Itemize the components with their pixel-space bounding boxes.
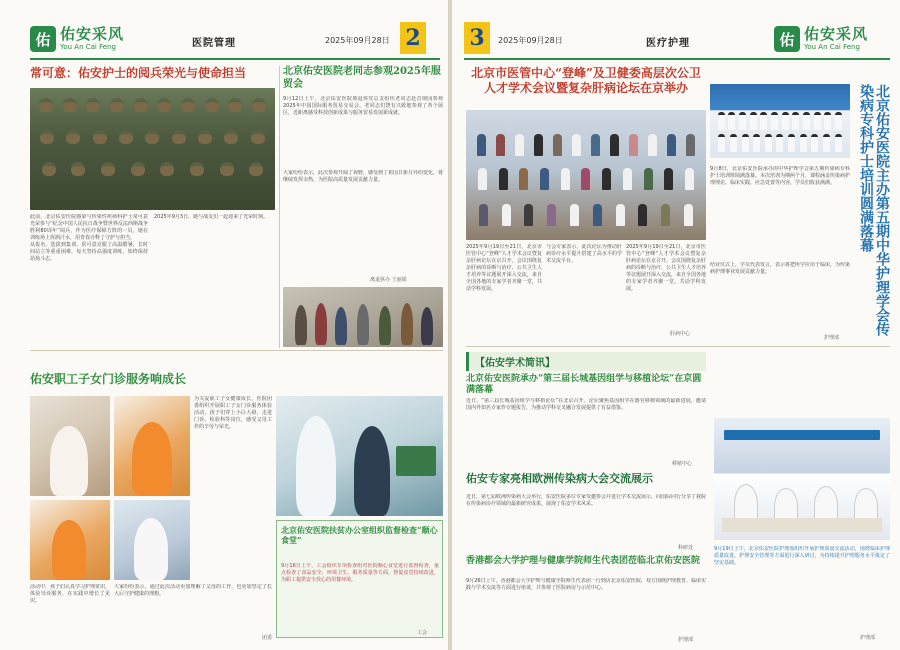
logo-subtitle: You An Cai Feng [804, 43, 860, 51]
article-byline: 护理部 [860, 635, 876, 641]
section-tag: 【佑安学术简讯】 [466, 352, 706, 371]
right-masthead [464, 26, 890, 56]
section-name: 医院管理 [192, 38, 236, 49]
masthead-rule [464, 58, 890, 60]
article-body: 9月19日上午，北京佑安医院护理部组织开展护理质量交流活动，围绕临床护理质量改进、护理安全管理等方面进行深入研讨，为持续提升护理服务水平奠定了坚实基础。 [714, 546, 890, 566]
article-body: 近日，第七届欧洲传染病大会举行，佑安医院多位专家受邀参会并进行学术交流展示，向国际同行分享了我院在传染病诊疗领域的最新研究成果，展现了佑安学术风采。 [466, 494, 706, 507]
article-body-col2: 大家纷纷表示，此次参观开阔了视野，感受到了祖国日新月异的变化，将继续发挥余热，为医院高质量发展贡献力量。 [283, 170, 443, 183]
masthead-rule [30, 58, 440, 60]
article-photo [714, 418, 890, 540]
section-name: 医疗护理 [646, 38, 690, 49]
notice-byline: 工会 [417, 630, 428, 636]
article-photo [114, 500, 190, 580]
article-title: 常可意：佑安护士的阅兵荣光与使命担当 [30, 66, 247, 80]
article-body-col2: 2025年9月3日，她与战友们一起迎来了光荣时刻。 [154, 214, 269, 220]
article-byline: 团委 [262, 635, 273, 641]
article-title: 北京佑安医院老同志参观2025年服贸会 [283, 66, 441, 90]
article-body: 活动中，孩子们认真学习护理常识，体验导诊服务，在实践中增长了见识。 [30, 584, 110, 604]
right-page [452, 0, 900, 650]
article-body-col2: 与会专家表示，此次论坛为推动肝病诊疗水平提升搭建了高水平的学术交流平台。 [546, 244, 622, 264]
article-byline: 移植中心 [672, 461, 693, 467]
newspaper-logo [30, 26, 124, 52]
article-title: 佑安职工子女门诊服务响成长 [30, 372, 187, 386]
article-body-col3: 2025年9月19日至21日，北京市医管中心“登峰”人才学术会议暨复杂肝病论坛在京召开。会议围绕复杂肝病的诊断与治疗、公共卫生人才培养等议题展开深入交流，来自全国各地的专家学者齐聚一堂，共话学科发展。 [626, 244, 706, 292]
page-number: 2 [400, 22, 426, 54]
article-byline: 护理部 [824, 335, 840, 341]
article-title: 北京佑安医院承办“第三届长城基因组学与移植论坛”在京圆满落幕 [466, 374, 702, 396]
page-number: 3 [464, 22, 490, 54]
notice-body: 9月16日上午，工会组织专项检查组对医院顺心食堂进行监督检查，重点检查了食品安全、环境卫生、服务质量等方面，督促食堂持续改进，为职工提供安全放心的用餐环境。 [281, 563, 439, 583]
article-photo [30, 500, 110, 580]
left-masthead [30, 26, 440, 56]
article-body: 9月8日，北京佑安医院承办的中华护理学会第五期传染病专科护士培训班圆满落幕。本次培训为期两个月，课程涵盖传染病护理理论、临床实践、应急处置等内容，学员们收获满满。 [710, 166, 850, 186]
article-byline: 护理部 [678, 637, 694, 643]
article-byline: 肝病中心 [670, 331, 691, 337]
article-title: 香港都会大学护理与健康学院师生代表团莅临北京佑安医院 [466, 556, 701, 566]
article-photo [710, 84, 850, 158]
article-body-col2: 大家纷纷表示，通过此次活动更加理解了父母的工作，也更加坚定了长大后守护健康的理想。 [114, 584, 272, 597]
article-byline: 离退休办 王丽娟 [370, 277, 407, 283]
article-body: 9月26日上午，香港都会大学护理与健康学院师生代表团一行到访北京佑安医院，双方围绕护理教育、临床实践与学术交流等方面进行座谈，并参观了医院病房与示范中心。 [466, 578, 706, 591]
article-photo [283, 287, 443, 347]
newspaper-logo [774, 26, 868, 52]
logo-seal-icon: 佑 [30, 26, 56, 52]
notice-title: 北京佑安医院扶贫办公室组织监督检查“顺心食堂” [281, 525, 438, 545]
article-photo [30, 88, 275, 210]
logo-subtitle: You An Cai Feng [60, 43, 116, 51]
article-body: 近日，“第三届长城基因组学与移植论坛”在北京召开。论坛聚焦基因组学在器官移植领域的最新进展，邀请国内外知名专家作专题报告，为推动学科交叉融合发展提供了有益借鉴。 [466, 398, 706, 411]
issue-date: 2025年09月28日 [325, 36, 390, 45]
logo-seal-icon: 佑 [774, 26, 800, 52]
left-page [0, 0, 448, 650]
article-body: 为关爱职工子女健康成长，医院团委组织开展职工子女门诊服务体验活动，孩子们穿上小白大褂，走进门诊、检验科等岗位，感受父母工作的辛劳与荣光。 [194, 396, 272, 430]
article-photo [466, 110, 706, 240]
logo-title: 佑安采风 [60, 25, 125, 43]
article-photo [30, 396, 110, 496]
article-photo [114, 396, 190, 496]
article-title: 佑安专家亮相欧洲传染病大会交流展示 [466, 472, 653, 485]
article-byline: 科研处 [678, 545, 694, 551]
notice-box [276, 520, 443, 638]
issue-date: 2025年09月28日 [498, 36, 563, 45]
article-body: 9月12日上午，北京佑安医院离退休党总支组织老同志赴首钢园参观2025年中国国际服务贸易交易会。老同志们饶有兴致地参观了各个展区，近距离感受科技创新成果与服务贸易发展新成就。 [283, 96, 443, 116]
article-body-col2: 结业仪式上，学员代表发言，表示将把所学应用于临床，为传染病护理事业发展贡献力量。 [710, 262, 850, 275]
article-body: 2025年9月19日至21日，北京市医管中心“登峰”人才学术会议暨复杂肝病论坛在京召开。会议围绕复杂肝病的诊断与治疗、公共卫生人才培养等议题展开深入交流，来自全国各地的专家学者齐聚一堂，共话学科发展。 [466, 244, 542, 292]
vertical-headline: 北京佑安医院主办第五期中华护理学会传染病专科护士培训圆满落幕 [858, 84, 890, 336]
article-body: 此前，北京佑安医院感染与传染性疾病科护士常可意光荣参与“纪念中国人民抗日战争暨世界反法西斯战争胜利80周年”阅兵，作为医疗保障方阵的一员，她在训练场上挥洒汗水，用青春诠释了守护与担当。 从报名、选拔到集训，常可意克服了高温酷暑、长时间站立等重重困难，每天坚持高强度训练，始终保持昂扬斗志。 [30, 214, 148, 262]
article-photo [276, 396, 443, 516]
logo-title: 佑安采风 [804, 25, 869, 43]
article-title: 北京市医管中心“登峰”及卫健委高层次公卫人才学术会议暨复杂肝病论坛在京举办 [471, 66, 701, 95]
